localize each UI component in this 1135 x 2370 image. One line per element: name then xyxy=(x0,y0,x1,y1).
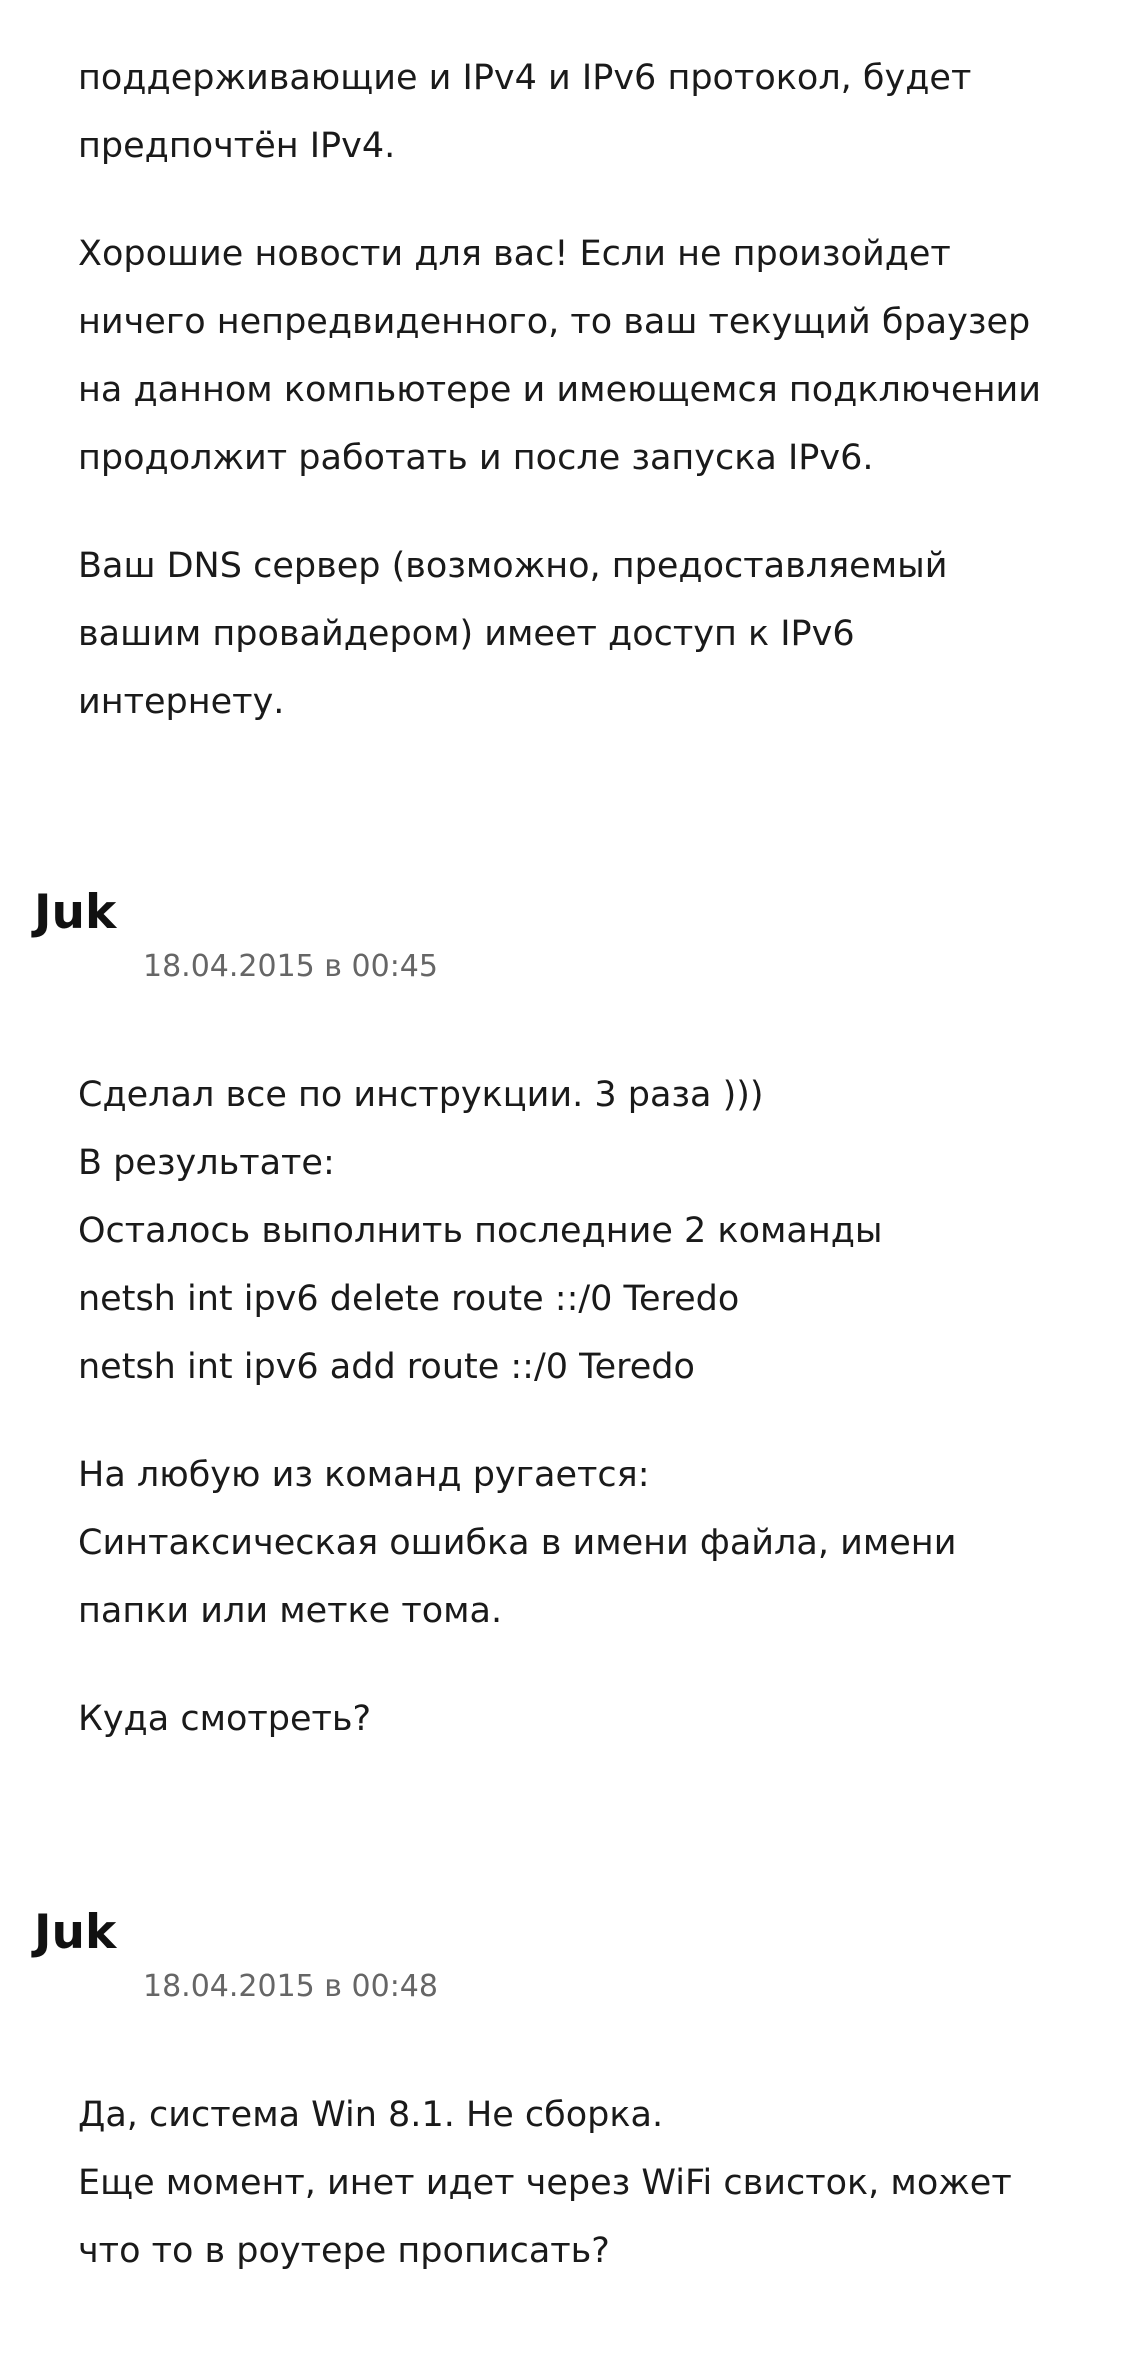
text-line: Осталось выполнить последние 2 команды xyxy=(78,1211,883,1251)
paragraph xyxy=(78,532,1118,736)
text-line: что то в роутере прописать? xyxy=(78,2231,610,2271)
text-line: интернету. xyxy=(78,682,285,722)
post-text xyxy=(78,44,1118,736)
comment-body xyxy=(78,2081,1118,2285)
text-line: Ваш DNS сервер (возможно, предоставляемый xyxy=(78,546,948,586)
paragraph xyxy=(78,1441,1118,1645)
text-line: Да, система Win 8.1. Не сборка. xyxy=(78,2095,664,2135)
text-line: netsh int ipv6 delete route ::/0 Teredo xyxy=(78,1279,740,1319)
comment-author: Juk xyxy=(34,885,117,940)
comment-date: 18.04.2015 в 00:48 xyxy=(143,1969,438,2004)
text-line: Хорошие новости для вас! Если не произойдет xyxy=(78,234,951,274)
text-line: На любую из команд ругается: xyxy=(78,1455,650,1495)
paragraph xyxy=(78,44,1118,180)
paragraph xyxy=(78,1061,1118,1401)
paragraph xyxy=(78,2081,1118,2285)
text-line: на данном компьютере и имеющемся подключении xyxy=(78,370,1041,410)
text-line: папки или метке тома. xyxy=(78,1591,503,1631)
text-line: ничего непредвиденного, то ваш текущий браузер xyxy=(78,302,1031,342)
text-line: В результате: xyxy=(78,1143,335,1183)
comment-date: 18.04.2015 в 00:45 xyxy=(143,949,438,984)
text-line: продолжит работать и после запуска IPv6. xyxy=(78,438,874,478)
comment-body xyxy=(78,1061,1118,1753)
paragraph xyxy=(78,220,1118,492)
text-line: Куда смотреть? xyxy=(78,1699,372,1739)
text-line: Еще момент, инет идет через WiFi свисток, может xyxy=(78,2163,1012,2203)
text-line: Сделал все по инструкции. 3 раза ))) xyxy=(78,1075,764,1115)
text-line: Синтаксическая ошибка в имени файла, имени xyxy=(78,1523,957,1563)
text-line: предпочтён IPv4. xyxy=(78,126,396,166)
comment-author: Juk xyxy=(34,1905,117,1960)
paragraph xyxy=(78,1685,1118,1753)
text-line: netsh int ipv6 add route ::/0 Teredo xyxy=(78,1347,695,1387)
text-line: поддерживающие и IPv4 и IPv6 протокол, будет xyxy=(78,58,972,98)
text-line: вашим провайдером) имеет доступ к IPv6 xyxy=(78,614,855,654)
